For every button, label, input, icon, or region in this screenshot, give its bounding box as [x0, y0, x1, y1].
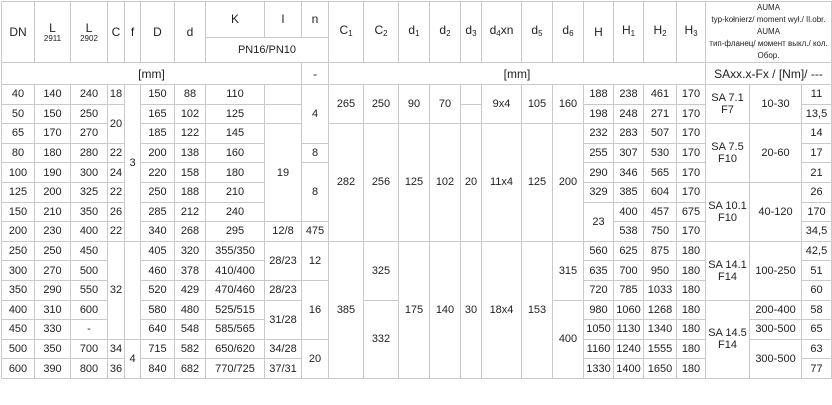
cell-h1: 538	[614, 222, 644, 242]
table-row	[2, 85, 832, 105]
cell-d-outer: 520	[141, 280, 175, 300]
cell-d-inner: 429	[175, 280, 206, 300]
cell-k: 585/565	[206, 320, 265, 340]
cell-c2: 250	[364, 85, 399, 124]
cell-turns: 34,5	[802, 222, 832, 242]
cell-torque: 20-60	[750, 124, 802, 183]
cell-d-inner: 212	[175, 202, 206, 222]
cell-c2: 325	[364, 241, 399, 300]
cell-n: 8	[302, 143, 329, 163]
cell-l2911: 290	[35, 280, 71, 300]
cell-h: 1160	[584, 339, 614, 359]
cell-c: 26	[108, 202, 125, 222]
cell-k: 160	[206, 143, 265, 163]
cell-d3	[461, 85, 482, 105]
cell-l2911: 150	[35, 104, 71, 124]
header-d6: d6	[553, 2, 584, 63]
cell-c: 22	[108, 222, 125, 242]
cell-h1: 307	[614, 143, 644, 163]
cell-d-outer: 840	[141, 359, 175, 379]
cell-turns: 65	[802, 320, 832, 340]
cell-d2: 70	[430, 85, 461, 124]
header-c: C	[108, 2, 125, 63]
cell-h3: 170	[677, 182, 706, 202]
cell-h3: 170	[677, 124, 706, 144]
cell-h: 188	[584, 85, 614, 105]
cell-d-outer: 150	[141, 85, 175, 105]
valve-dimensions-table	[1, 1, 832, 379]
cell-d4xn: 18x4	[482, 241, 522, 378]
cell-dn: 400	[2, 300, 35, 320]
cell-h2: 1555	[644, 339, 677, 359]
cell-n: 20	[302, 339, 329, 378]
cell-n: 12/8	[265, 222, 302, 242]
cell-l2902: 270	[71, 124, 108, 144]
cell-dn: 300	[2, 261, 35, 281]
cell-torque: 10-30	[750, 85, 802, 124]
cell-h3: 170	[677, 143, 706, 163]
cell-dn: 200	[2, 222, 35, 242]
cell-k: 355/350	[206, 241, 265, 261]
cell-d-inner: 122	[175, 124, 206, 144]
cell-l2902: 300	[71, 163, 108, 183]
cell-turns: 51	[802, 261, 832, 281]
header-h2: H2	[644, 2, 677, 63]
cell-k: 770/725	[206, 359, 265, 379]
cell-c: 20	[108, 104, 125, 143]
cell-d-inner: 188	[175, 182, 206, 202]
header-d-inner: d	[175, 2, 206, 63]
cell-turns: 58	[802, 300, 832, 320]
cell-l: 31/28	[265, 300, 302, 339]
header-d1: d1	[399, 2, 430, 63]
cell-d-inner: 582	[175, 339, 206, 359]
cell-l	[265, 104, 302, 124]
cell-c: 18	[108, 85, 125, 105]
header-l-2911: L 2911	[35, 2, 71, 63]
cell-h2: 604	[644, 182, 677, 202]
cell-l2911: 140	[35, 85, 71, 105]
cell-h3: 180	[677, 359, 706, 379]
header-k: K	[206, 2, 265, 38]
cell-h2: 1033	[644, 280, 677, 300]
cell-d6: 200	[553, 124, 584, 242]
cell-h1: 1060	[614, 300, 644, 320]
cell-h2: 950	[644, 261, 677, 281]
cell-l2902: 350	[71, 202, 108, 222]
cell-l2902: 240	[71, 85, 108, 105]
cell-d-inner: 88	[175, 85, 206, 105]
cell-h2: 530	[644, 143, 677, 163]
cell-dn: 50	[2, 104, 35, 124]
cell-actuator-type: SA 14.1 F14	[706, 241, 750, 300]
cell-actuator-type: SA 7.5 F10	[706, 124, 750, 183]
cell-k: 240	[206, 202, 265, 222]
cell-dn: 65	[2, 124, 35, 144]
cell-h: 1050	[584, 320, 614, 340]
cell-l: 23	[584, 202, 614, 241]
cell-k: 295	[206, 222, 265, 242]
cell-d-inner: 378	[175, 261, 206, 281]
cell-d2: 102	[430, 124, 461, 242]
cell-c1: 385	[329, 241, 364, 378]
cell-k: 525/515	[206, 300, 265, 320]
cell-h: 560	[584, 241, 614, 261]
cell-d-inner: 158	[175, 163, 206, 183]
cell-c2: 332	[364, 300, 399, 378]
cell-h: 329	[584, 182, 614, 202]
cell-d6: 315	[553, 241, 584, 300]
cell-h2: 875	[644, 241, 677, 261]
cell-h: 290	[584, 163, 614, 183]
cell-d-inner: 320	[175, 241, 206, 261]
cell-h2: 675	[677, 202, 706, 222]
cell-d3: 30	[461, 241, 482, 378]
cell-c1: 282	[329, 124, 364, 242]
cell-d-outer: 165	[141, 104, 175, 124]
cell-l2911: 190	[35, 163, 71, 183]
cell-l2902: -	[71, 320, 108, 340]
cell-h2: 1650	[644, 359, 677, 379]
cell-h2: 507	[644, 124, 677, 144]
cell-dn: 150	[2, 202, 35, 222]
header-d3: d3	[461, 2, 482, 63]
cell-h3: 180	[677, 339, 706, 359]
cell-h3: 170	[677, 163, 706, 183]
cell-l: 37/31	[265, 359, 302, 379]
cell-d-inner: 548	[175, 320, 206, 340]
header-d4xn: d4xn	[482, 2, 522, 63]
cell-h: 980	[584, 300, 614, 320]
cell-h3: 180	[677, 300, 706, 320]
cell-h3: 180	[677, 280, 706, 300]
cell-d2: 140	[430, 241, 461, 378]
cell-d4xn: 9x4	[482, 85, 522, 124]
cell-turns: 63	[802, 339, 832, 359]
header-c1: C1	[329, 2, 364, 63]
cell-h2: 1340	[644, 320, 677, 340]
cell-h: 475	[302, 222, 329, 242]
header-h1: H1	[614, 2, 644, 63]
cell-turns: 17	[802, 143, 832, 163]
cell-k: 470/460	[206, 280, 265, 300]
cell-c: 32	[108, 241, 125, 339]
cell-l	[265, 85, 302, 105]
cell-l2911: 270	[35, 261, 71, 281]
cell-dn: 250	[2, 241, 35, 261]
cell-c: 34	[108, 339, 125, 359]
units-mm-right: [mm]	[329, 63, 706, 85]
cell-torque: 300-500	[750, 320, 802, 340]
cell-l2902: 800	[71, 359, 108, 379]
cell-d-outer: 460	[141, 261, 175, 281]
cell-l2911: 330	[35, 320, 71, 340]
cell-n: 8	[302, 163, 329, 222]
table-row	[2, 241, 832, 261]
cell-dn: 500	[2, 339, 35, 359]
header-c2: C2	[364, 2, 399, 63]
cell-h1: 1130	[614, 320, 644, 340]
cell-k: 410/400	[206, 261, 265, 281]
cell-h2: 1268	[644, 300, 677, 320]
cell-turns: 21	[802, 163, 832, 183]
cell-c: 22	[108, 182, 125, 202]
units-mm-left: [mm]	[2, 63, 302, 85]
cell-turns: 11	[802, 85, 832, 105]
cell-dn: 40	[2, 85, 35, 105]
cell-h: 720	[584, 280, 614, 300]
cell-l: 28/23	[265, 241, 302, 280]
cell-h3: 170	[802, 202, 832, 222]
cell-d-inner: 682	[175, 359, 206, 379]
header-h3: H3	[677, 2, 706, 63]
cell-n: 4	[302, 85, 329, 144]
cell-h: 232	[584, 124, 614, 144]
cell-h1: 385	[614, 182, 644, 202]
cell-torque: 200-400	[750, 300, 802, 320]
cell-l: 19	[265, 124, 302, 222]
cell-f	[125, 241, 141, 339]
cell-turns: 14	[802, 124, 832, 144]
cell-l2902: 450	[71, 241, 108, 261]
cell-c: 24	[108, 163, 125, 183]
cell-h1: 1240	[614, 339, 644, 359]
cell-l: 34/28	[265, 339, 302, 359]
cell-f: 3	[125, 85, 141, 242]
cell-f: 4	[125, 339, 141, 378]
cell-d5: 153	[522, 241, 553, 378]
cell-l2911: 350	[35, 339, 71, 359]
header-d5: d5	[522, 2, 553, 63]
header-f: f	[125, 2, 141, 63]
header-pn: PN16/PN10	[206, 37, 329, 62]
cell-h2: 750	[644, 222, 677, 242]
cell-d-outer: 405	[141, 241, 175, 261]
cell-d3: 20	[461, 124, 482, 242]
cell-d-inner: 480	[175, 300, 206, 320]
cell-l2902: 500	[71, 261, 108, 281]
cell-l2902: 280	[71, 143, 108, 163]
cell-d3	[461, 104, 482, 124]
cell-c: 36	[108, 359, 125, 379]
cell-d5: 125	[522, 124, 553, 242]
cell-l2911: 200	[35, 182, 71, 202]
cell-h3: 170	[677, 222, 706, 242]
header-l-2902: L 2902	[71, 2, 108, 63]
cell-d-outer: 640	[141, 320, 175, 340]
cell-c1: 265	[329, 85, 364, 124]
cell-d-outer: 340	[141, 222, 175, 242]
cell-k: 210	[206, 182, 265, 202]
cell-d-outer: 715	[141, 339, 175, 359]
cell-k: 125	[206, 104, 265, 124]
cell-d-outer: 285	[141, 202, 175, 222]
cell-k: 180	[206, 163, 265, 183]
header-d2: d2	[430, 2, 461, 63]
cell-h2: 565	[644, 163, 677, 183]
cell-d-outer: 220	[141, 163, 175, 183]
cell-n: 12	[302, 241, 329, 280]
cell-h3: 180	[677, 261, 706, 281]
cell-l2902: 325	[71, 182, 108, 202]
cell-h: 198	[584, 104, 614, 124]
cell-dn: 600	[2, 359, 35, 379]
cell-k: 650/620	[206, 339, 265, 359]
cell-l: 28/23	[265, 280, 302, 300]
cell-h: 635	[584, 261, 614, 281]
cell-actuator-type: SA 7.1 F7	[706, 85, 750, 124]
cell-h1: 457	[644, 202, 677, 222]
cell-h2: 461	[644, 85, 677, 105]
cell-h1: 785	[614, 280, 644, 300]
cell-d-outer: 580	[141, 300, 175, 320]
cell-h3: 180	[677, 241, 706, 261]
cell-h1: 248	[614, 104, 644, 124]
cell-h1: 700	[614, 261, 644, 281]
cell-k: 110	[206, 85, 265, 105]
header-dn: DN	[2, 2, 35, 63]
cell-l2902: 700	[71, 339, 108, 359]
cell-turns: 60	[802, 280, 832, 300]
cell-h: 400	[614, 202, 644, 222]
cell-actuator-type: SA 10.1 F10	[706, 182, 750, 241]
cell-l2911: 310	[35, 300, 71, 320]
cell-l2902: 400	[71, 222, 108, 242]
cell-h: 1330	[584, 359, 614, 379]
cell-d6: 400	[553, 300, 584, 378]
cell-h: 255	[584, 143, 614, 163]
cell-torque: 40-120	[750, 182, 802, 241]
cell-turns: 42,5	[802, 241, 832, 261]
cell-dn: 125	[2, 182, 35, 202]
cell-h3: 180	[677, 320, 706, 340]
cell-l2911: 390	[35, 359, 71, 379]
cell-turns: 77	[802, 359, 832, 379]
cell-turns: 13,5	[802, 104, 832, 124]
cell-l2911: 180	[35, 143, 71, 163]
cell-torque: 100-250	[750, 241, 802, 300]
units-actuator: SAxx.x-Fx / [Nm]/ ---	[706, 63, 832, 85]
header-n: n	[302, 2, 329, 38]
cell-c2: 256	[364, 124, 399, 242]
cell-d-outer: 200	[141, 143, 175, 163]
cell-d-outer: 250	[141, 182, 175, 202]
header-h: H	[584, 2, 614, 63]
cell-c: 22	[108, 143, 125, 163]
header-d-outer: D	[141, 2, 175, 63]
cell-d5: 105	[522, 85, 553, 124]
cell-turns: 26	[802, 182, 832, 202]
units-dash: -	[302, 63, 329, 85]
cell-d-inner: 138	[175, 143, 206, 163]
cell-h3: 170	[677, 104, 706, 124]
cell-d4xn: 11x4	[482, 124, 522, 242]
cell-d1: 175	[399, 241, 430, 378]
cell-d-inner: 102	[175, 104, 206, 124]
cell-dn: 80	[2, 143, 35, 163]
cell-h3: 170	[677, 85, 706, 105]
cell-h1: 1400	[614, 359, 644, 379]
cell-h1: 346	[614, 163, 644, 183]
cell-h1: 625	[614, 241, 644, 261]
header-auma-actuator: AUMA typ-kołnierz/ moment wył./ Il.obr. AUMA тип-фланец/ момент выкл./ кол. Обор.	[706, 2, 832, 63]
cell-dn: 100	[2, 163, 35, 183]
cell-l2902: 250	[71, 104, 108, 124]
cell-n: 16	[302, 280, 329, 339]
cell-l2911: 250	[35, 241, 71, 261]
cell-d-inner: 268	[175, 222, 206, 242]
cell-d1: 125	[399, 124, 430, 242]
cell-d6: 160	[553, 85, 584, 124]
cell-h2: 271	[644, 104, 677, 124]
cell-l2902: 550	[71, 280, 108, 300]
cell-l2902: 600	[71, 300, 108, 320]
cell-k: 145	[206, 124, 265, 144]
header-l: l	[265, 2, 302, 38]
cell-l2911: 210	[35, 202, 71, 222]
cell-actuator-type: SA 14.5 F14	[706, 300, 750, 378]
cell-d-outer: 185	[141, 124, 175, 144]
cell-l2911: 230	[35, 222, 71, 242]
cell-l2911: 170	[35, 124, 71, 144]
cell-d1: 90	[399, 85, 430, 124]
cell-dn: 350	[2, 280, 35, 300]
cell-h1: 283	[614, 124, 644, 144]
cell-torque: 300-500	[750, 339, 802, 378]
cell-h1: 238	[614, 85, 644, 105]
cell-dn: 450	[2, 320, 35, 340]
